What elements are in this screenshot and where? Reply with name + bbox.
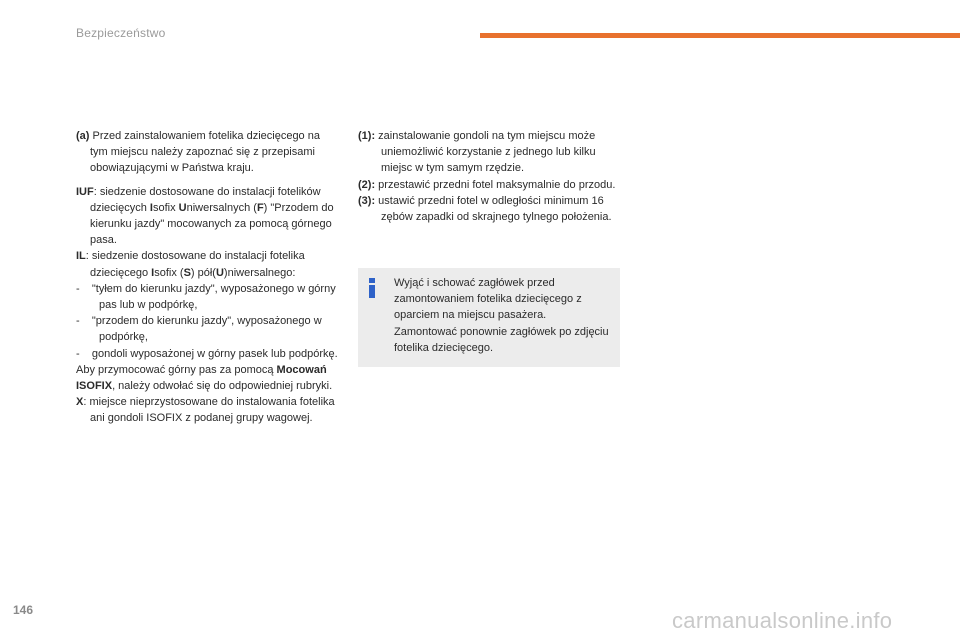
list-item: - "przodem do kierunku jazdy", wyposażonego w podpórkę, — [76, 315, 322, 344]
belt-note-link: Mocowań ISOFIX — [76, 363, 327, 393]
def-x — [76, 394, 338, 426]
def-il-text: : siedzenie dostosowane do instalacji fotelika dziecięcego — [85, 250, 305, 279]
def-il-label: IL — [76, 250, 86, 263]
def-iuf-text: ) "Przodem do kierunku jazdy" mocowanych za pomocą górnego pasa. — [90, 201, 334, 247]
info-text — [394, 275, 614, 356]
note-1-label: (1): — [358, 130, 376, 142]
def-il-bold-i: I — [151, 266, 155, 279]
list-item: - "tyłem do kierunku jazdy", wyposażonego w górny pas lub w podpórkę, — [76, 282, 336, 312]
note-1 — [358, 128, 620, 177]
def-iuf — [76, 184, 338, 249]
def-x-text: : miejsce nieprzystosowane do instalowania fotelika ani gondoli ISOFIX z podanej grupy wagowej. — [83, 396, 335, 425]
note-2-text: przestawić przedni fotel maksymalnie do przodu. — [375, 178, 616, 191]
def-iuf-text: : siedzenie dostosowane do instalacji fotelików dziecięcych — [90, 185, 321, 214]
def-iuf-text: sofix — [152, 201, 179, 214]
note-1-text: zainstalowanie gondoli na tym miejscu może uniemożliwić korzystanie z jednego lub kilku miejsc w tym samym rzędzie. — [375, 130, 596, 175]
def-il-bold-u: U — [215, 266, 224, 279]
info-icon — [366, 278, 378, 298]
belt-note-text: Aby przymocować górny pas za pomocą — [76, 363, 277, 376]
def-il-text: ) pół( — [190, 266, 216, 279]
def-il-text: sofix ( — [154, 266, 184, 279]
info-box — [358, 268, 620, 367]
def-iuf-label: IUF — [76, 185, 94, 198]
info-paragraph: Wyjąć i schować zagłówek przed zamontowaniem fotelika dziecięcego z oparciem na miejscu pasażera. — [394, 277, 582, 322]
left-column — [76, 128, 338, 427]
list-item: - gondoli wyposażonej w górny pasek lub podpórkę. — [76, 347, 338, 360]
note-a-text: Przed zainstalowaniem fotelika dziecięcego na tym miejscu należy zapoznać się z przepisami obowiązującymi w Państwa kraju. — [89, 130, 320, 175]
def-x-label: X — [76, 396, 84, 409]
note-3 — [358, 193, 620, 225]
def-iuf-text: niwersalnych ( — [186, 201, 257, 214]
note-3-text: ustawić przedni fotel w odległości minimum 16 zębów zapadki od skrajnego tylnego położenia. — [375, 194, 612, 224]
right-column — [358, 128, 620, 225]
header-accent-bar — [480, 33, 960, 38]
section-title: Bezpieczeństwo — [76, 26, 166, 40]
note-3-label: (3): — [358, 194, 376, 207]
def-iuf-bold-f: F — [256, 201, 264, 214]
belt-note-text: , należy odwołać się do odpowiedniej rubryki. — [112, 380, 333, 393]
def-il — [76, 248, 338, 280]
note-a — [76, 128, 338, 177]
note-2-label: (2): — [358, 178, 376, 191]
def-il-text: )niwersalnego: — [223, 266, 296, 279]
page-number: 146 — [13, 603, 34, 617]
note-2 — [358, 177, 620, 193]
def-iuf-bold-u: U — [178, 201, 187, 214]
info-paragraph: Zamontować ponownie zagłówek po zdjęciu fotelika dziecięcego. — [394, 325, 609, 354]
def-il-bold-s: S — [183, 266, 191, 279]
def-iuf-bold-i: I — [149, 201, 153, 214]
watermark: carmanualsonline.info — [672, 608, 893, 633]
belt-note — [76, 362, 338, 394]
note-a-label: (a) — [76, 130, 90, 142]
